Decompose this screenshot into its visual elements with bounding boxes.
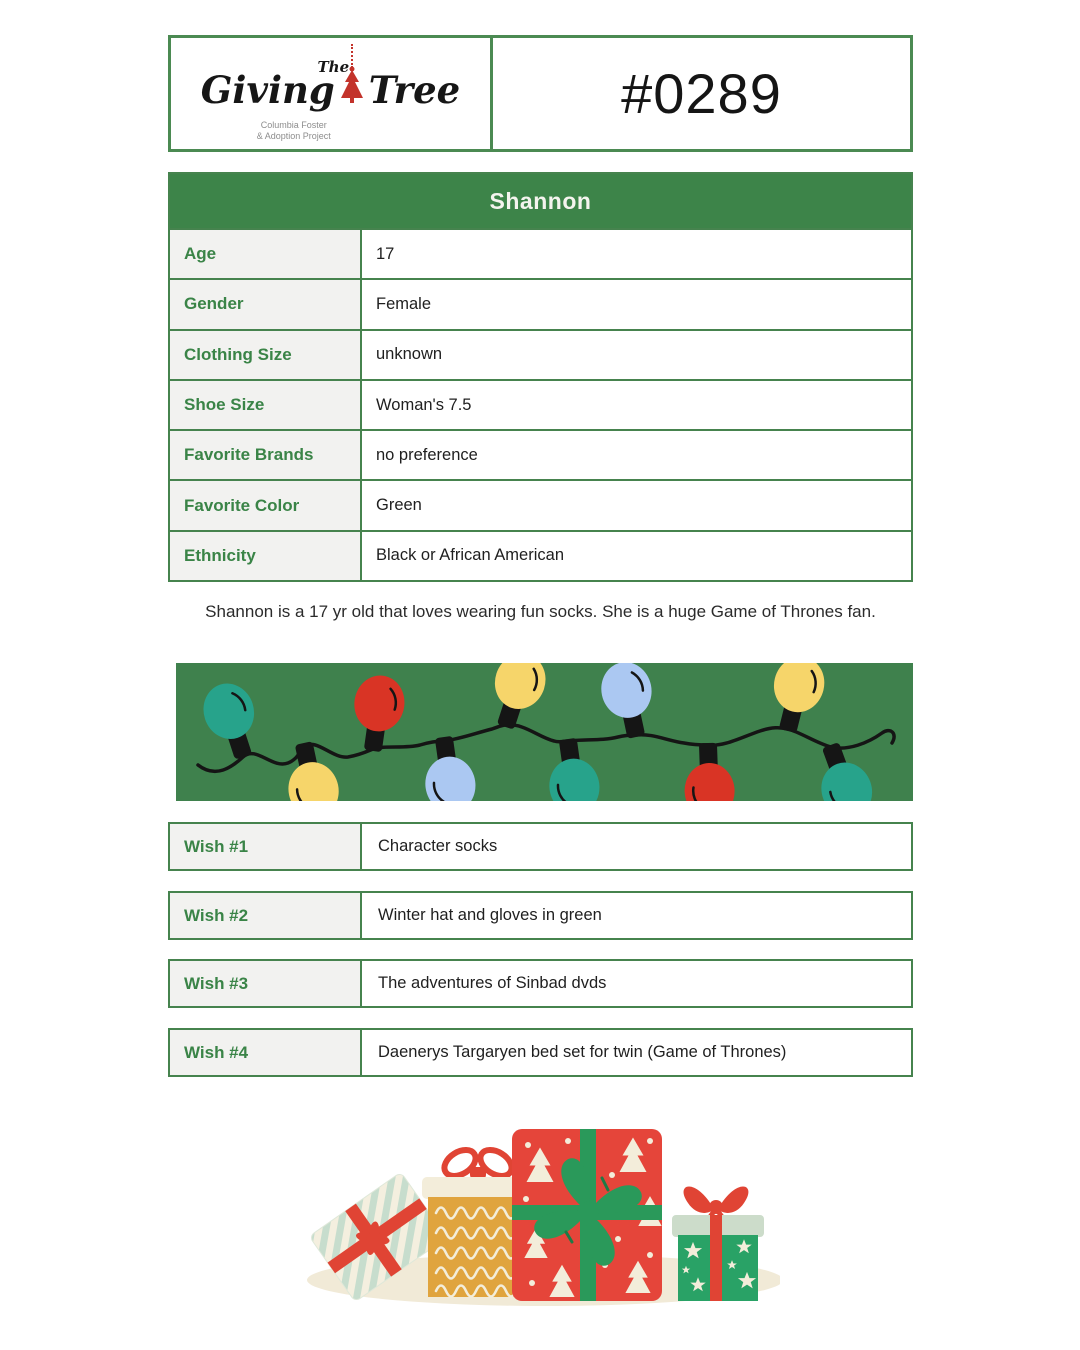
row-label: Favorite Brands [184, 445, 314, 465]
wish-row-1 [168, 822, 913, 871]
wish-value: Winter hat and gloves in green [378, 906, 602, 924]
child-name: Shannon [489, 187, 592, 214]
row-value: no preference [376, 445, 478, 464]
table-row-favorite-brands [170, 429, 911, 479]
christmas-lights-illustration [176, 663, 913, 801]
wish-label: Wish #3 [184, 973, 249, 993]
row-label: Favorite Color [184, 495, 300, 515]
header-card [168, 35, 913, 152]
row-label: Gender [184, 294, 244, 314]
gift-red-trees [512, 1129, 662, 1301]
case-number: #0289 [621, 62, 782, 125]
wish-value: The adventures of Sinbad dvds [378, 974, 607, 992]
table-row-favorite-color [170, 479, 911, 529]
logo-subtitle-line1: Columbia Foster [260, 119, 327, 130]
wish-value: Daenerys Targaryen bed set for twin (Game of Thrones) [378, 1043, 787, 1061]
child-description: Shannon is a 17 yr old that loves wearing fun socks. She is a huge Game of Thrones fan. [205, 602, 876, 621]
wish-row-4 [168, 1028, 913, 1077]
wish-label: Wish #2 [184, 905, 249, 925]
wish-row-2 [168, 891, 913, 940]
row-label: Shoe Size [184, 395, 265, 415]
christmas-presents-illustration [300, 1115, 780, 1310]
ornament-tree-icon [339, 56, 365, 108]
logo-wordmark [200, 67, 461, 112]
row-value: Woman's 7.5 [376, 395, 472, 414]
logo-subtitle [226, 120, 363, 143]
table-row-clothing-size [170, 329, 911, 379]
gift-green-stars [672, 1187, 764, 1302]
table-row-shoe-size [170, 379, 911, 429]
row-label: Clothing Size [184, 344, 292, 364]
wish-label: Wish #4 [184, 1042, 249, 1062]
wish-row-3 [168, 959, 913, 1008]
wish-value: Character socks [378, 837, 498, 855]
row-label: Ethnicity [184, 545, 256, 565]
ornament-string-icon [351, 44, 353, 68]
profile-name-bar [170, 174, 911, 228]
logo-cell [171, 38, 493, 149]
profile-table [168, 172, 913, 582]
case-number-cell [493, 38, 910, 149]
wish-label: Wish #1 [184, 836, 249, 856]
row-value: Female [376, 294, 432, 313]
row-label: Age [184, 244, 217, 264]
logo-the-text: The [317, 57, 350, 76]
row-value: 17 [376, 244, 395, 263]
giving-tree-logo [200, 46, 461, 142]
logo-tree-text: Tree [368, 67, 461, 112]
table-row-ethnicity [170, 530, 911, 580]
row-value: Green [376, 496, 422, 515]
row-value: Black or African American [376, 546, 564, 565]
logo-giving-text: Giving [200, 67, 335, 112]
logo-subtitle-line2: & Adoption Project [256, 130, 331, 141]
row-value: unknown [376, 345, 443, 364]
table-row-age [170, 228, 911, 278]
table-row-gender [170, 278, 911, 328]
